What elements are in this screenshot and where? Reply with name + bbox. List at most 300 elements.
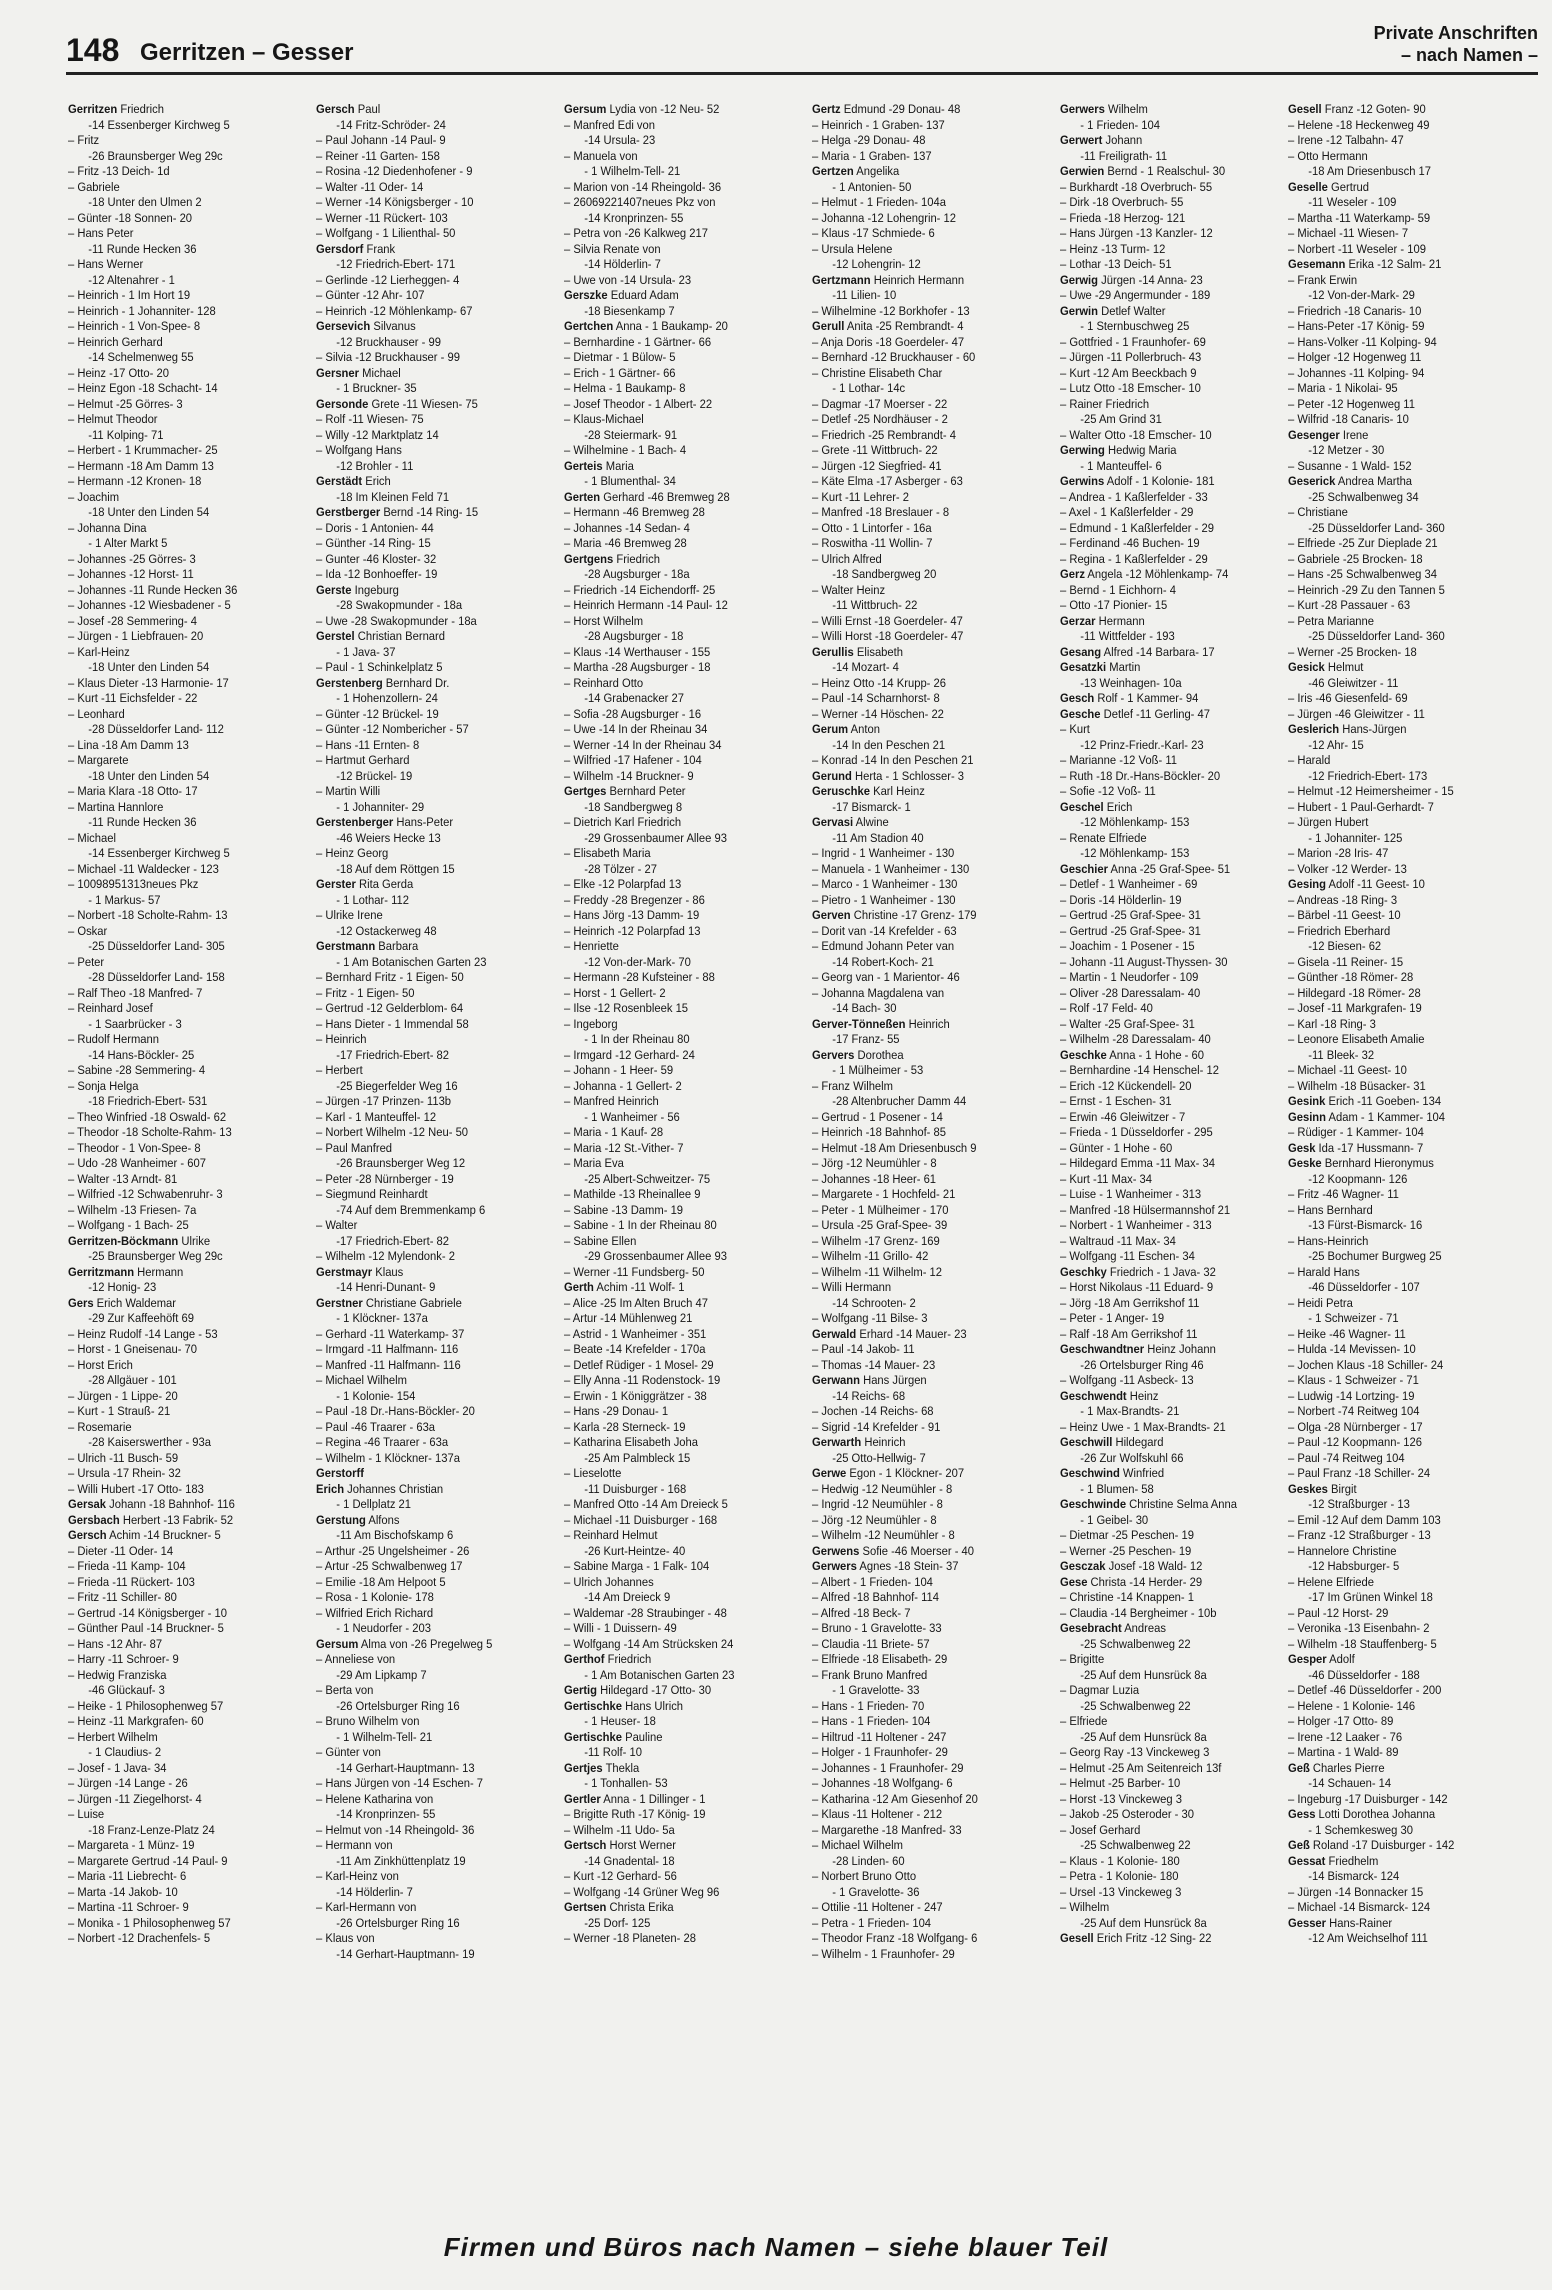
entry-surname-line: Gerstenberger Hans-Peter	[316, 815, 454, 829]
entry-address-line: - 1 Hohenzollern- 24	[336, 691, 438, 705]
entry-address-line: -12 Friedrich-Ebert- 173	[1308, 768, 1428, 783]
entry-line: – Fritz -46 Wagner- 11	[1288, 1187, 1399, 1201]
entry-line: – Wilhelm -12 Neumühler - 8	[812, 1528, 955, 1542]
entry-surname: Gerwing	[1060, 443, 1105, 457]
entry-surname: Erich	[316, 1481, 345, 1496]
entry-line: – Heinrich Gerhard	[68, 334, 163, 349]
entry-line: – Frieda - 1 Düsseldorfer - 295	[1060, 1125, 1213, 1139]
entry-line: – Ulrich -11 Busch- 59	[68, 1450, 179, 1465]
entry-address-line: -14 Grabenacker 27	[584, 691, 684, 705]
entry-line: – Lutz Otto -18 Emscher- 10	[1060, 381, 1201, 395]
entry-line: – Ursula -25 Graf-Spee- 39	[812, 1218, 948, 1232]
entry-address-line: - 1 Blumen- 58	[1080, 1481, 1154, 1496]
entry-line: – Willy -12 Marktplatz 14	[316, 427, 439, 442]
entry-surname: Gerteis	[564, 458, 603, 473]
entry-address-line: -11 Weseler - 109	[1308, 195, 1397, 209]
entry-address-line: -18 Unter den Linden 54	[88, 505, 210, 519]
entry-line: – Heinz Rudolf -14 Lange - 53	[68, 1326, 218, 1341]
entry-address-line: -28 Tölzer - 27	[584, 861, 657, 876]
entry-address-line: -18 Im Kleinen Feld 71	[336, 489, 450, 504]
entry-line: – Mathilde -13 Rheinallee 9	[564, 1187, 701, 1201]
entry-line: – Dirk -18 Overbruch- 55	[1060, 195, 1184, 209]
entry-surname: Gerullis	[812, 644, 854, 659]
entry-address-line: -11 Rolf- 10	[584, 1745, 642, 1759]
entry-line: – Ingrid - 1 Wanheimer - 130	[812, 846, 955, 860]
entry-line: – Holger -12 Hogenweg 11	[1288, 350, 1422, 364]
entry-surname-line: Gerwens Sofie -46 Moerser - 40	[812, 1543, 975, 1558]
entry-address-line: -11 Duisburger - 168	[584, 1481, 687, 1496]
entry-line: – Horst Erich	[68, 1357, 133, 1372]
entry-line: – Dietmar -25 Peschen- 19	[1060, 1528, 1195, 1542]
entry-line: – Helmut -18 Am Driesenbusch 9	[812, 1140, 977, 1155]
entry-address-line: - 1 Am Botanischen Garten 23	[336, 954, 487, 969]
entry-line: – Katharina -12 Am Giesenhof 20	[812, 1791, 978, 1806]
entry-line: – Günter -12 Brückel- 19	[316, 706, 439, 721]
entry-surname-line: Gertzen Angelika	[812, 164, 900, 178]
entry-surname-line: Gerwe Egon - 1 Klöckner- 207	[812, 1466, 965, 1480]
entry-surname: Gerstung	[316, 1512, 366, 1527]
entry-address-line: - 1 Frieden- 104	[1080, 117, 1161, 132]
entry-surname: Gertler	[564, 1791, 601, 1806]
entry-line: – Karl-Heinz	[68, 644, 130, 659]
entry-surname-line: Gerwert Johann	[1060, 133, 1143, 147]
entry-address-line: -17 Friedrich-Ebert- 82	[336, 1233, 450, 1248]
entry-address-line: -12 Biesen- 62	[1308, 939, 1382, 953]
entry-line: – Burkhardt -18 Overbruch- 55	[1060, 179, 1213, 194]
entry-address-line: -18 Auf dem Röttgen 15	[336, 861, 455, 876]
entry-surname-line: Gersch Achim -14 Bruckner- 5	[68, 1528, 221, 1542]
entry-surname: Gesche	[1060, 706, 1101, 721]
entry-line: – Petra - 1 Frieden- 104	[812, 1915, 932, 1930]
entry-surname-line: Gertchen Anna - 1 Baukamp- 20	[564, 319, 728, 333]
entry-line: – Hans -29 Donau- 1	[564, 1404, 669, 1418]
entry-line: – Josef Theodor - 1 Albert- 22	[564, 396, 713, 411]
entry-line: – Wilhelm -11 Udo- 5a	[564, 1822, 675, 1837]
entry-address-line: - 1 In der Rheinau 80	[584, 1032, 690, 1046]
entry-address-line: -12 Möhlenkamp- 153	[1080, 815, 1190, 829]
entry-surname-line: Gersum Lydia von -12 Neu- 52	[564, 102, 720, 116]
entry-line: – Ralf -18 Am Gerrikshof 11	[1060, 1326, 1198, 1341]
entry-address-line: -11 Lilien- 10	[832, 288, 897, 302]
entry-surname: Gerstädt	[316, 474, 363, 488]
entry-address-line: -26 Zur Wolfskuhl 66	[1080, 1450, 1184, 1465]
entry-line: – Hans Bernhard	[1288, 1202, 1373, 1217]
entry-line: – Kurt -11 Lehrer- 2	[812, 489, 910, 504]
entry-line: – Emilie -18 Am Helpoot 5	[316, 1574, 446, 1589]
entry-line: – Ingeborg	[564, 1016, 618, 1031]
entry-surname-line: Gersner Michael	[316, 365, 401, 380]
entry-line: – Wilhelmine - 1 Bach- 4	[564, 443, 687, 457]
entry-surname-line: Gertgens Friedrich	[564, 551, 660, 566]
entry-address-line: -28 Steiermark- 91	[584, 427, 678, 442]
entry-line: – Wilhelm -11 Grillo- 42	[812, 1249, 929, 1263]
entry-line: – Johannes -18 Heer- 61	[812, 1171, 937, 1186]
entry-line: – Doris - 1 Antonien- 44	[316, 520, 434, 535]
entry-line: – Paul - 1 Schinkelplatz 5	[316, 660, 443, 674]
entry-line: – Manfred Edi von	[564, 117, 656, 132]
entry-line: – Petra - 1 Kolonie- 180	[1060, 1869, 1179, 1883]
entry-surname: Gesinn	[1288, 1109, 1327, 1124]
entry-address-line: -18 Sandbergweg 20	[832, 567, 937, 581]
entry-line: – Helmut Theodor	[68, 412, 158, 426]
entry-surname-line: Gess Lotti Dorothea Johanna	[1288, 1807, 1436, 1821]
entry-line: – Maria - 1 Kauf- 28	[564, 1125, 664, 1139]
entry-surname-line: Gerz Angela -12 Möhlenkamp- 74	[1060, 567, 1229, 581]
entry-line: – Peter -28 Nürnberger - 19	[316, 1171, 454, 1186]
entry-surname: Gersch	[316, 102, 355, 116]
entry-line: – Henriette	[564, 939, 619, 953]
entry-line: – Alice -25 Im Alten Bruch 47	[564, 1295, 708, 1310]
entry-line: – Fritz - 1 Eigen- 50	[316, 985, 415, 1000]
entry-address-line: -14 Mozart- 4	[832, 660, 899, 674]
entry-line: – Horst - 1 Gneisenau- 70	[68, 1342, 198, 1356]
entry-line: – Karla -28 Sterneck- 19	[564, 1419, 686, 1434]
entry-address-line: - 1 Antonien- 50	[832, 179, 912, 194]
entry-line: – Hans - 1 Frieden- 70	[812, 1698, 925, 1713]
entry-line: – Heinrich -29 Zu den Tannen 5	[1288, 582, 1445, 597]
entry-line: – Petra von -26 Kalkweg 217	[564, 226, 708, 240]
entry-line: – Ernst - 1 Eschen- 31	[1060, 1094, 1172, 1108]
entry-address-line: -13 Weinhagen- 10a	[1080, 675, 1182, 690]
entry-line: – Alfred -18 Bahnhof- 114	[812, 1590, 939, 1604]
entry-surname-line: Gersonde Grete -11 Wiesen- 75	[316, 396, 478, 411]
entry-surname: Gese	[1060, 1574, 1088, 1589]
entry-line: – Hermann -46 Bremweg 28	[564, 505, 705, 519]
entry-line: – Reinhard Helmut	[564, 1528, 658, 1542]
entry-surname: Gerund	[812, 768, 852, 783]
entry-surname-line: Gersch Paul	[316, 102, 381, 116]
entry-line: – Kurt -12 Gerhard- 56	[564, 1869, 677, 1883]
entry-line: – Hulda -14 Mevissen- 10	[1288, 1342, 1416, 1356]
entry-line: – Josef -11 Markgrafen- 19	[1288, 1001, 1422, 1015]
entry-line: – Franz Wilhelm	[812, 1078, 894, 1093]
directory-column-5	[1060, 102, 1298, 2198]
entry-line: – Maria - 1 Graben- 137	[812, 148, 932, 163]
entry-surname-line: Gesemann Erika -12 Salm- 21	[1288, 257, 1442, 271]
entry-line: – Bernhard -12 Bruckhauser - 60	[812, 350, 976, 364]
entry-line: – Artur -25 Schwalbenweg 17	[316, 1559, 463, 1573]
entry-line: – Paul -14 Scharnhorst- 8	[812, 691, 940, 705]
entry-line: – Rainer Friedrich	[1060, 396, 1150, 411]
entry-address-line: - 1 Johanniter- 125	[1308, 830, 1403, 845]
entry-line: – Maria -46 Bremweg 28	[564, 536, 687, 550]
entry-surname-line: Gesang Alfred -14 Barbara- 17	[1060, 644, 1215, 659]
entry-surname: Gersner	[316, 365, 360, 380]
entry-surname: Gesick	[1288, 660, 1325, 674]
entry-surname-line: Gesper Adolf	[1288, 1652, 1355, 1666]
entry-line: – Jürgen -12 Siegfried- 41	[812, 458, 942, 473]
entry-address-line: - 1 Blumenthal- 34	[584, 474, 676, 488]
entry-surname-line: Gesche Detlef -11 Gerling- 47	[1060, 706, 1211, 721]
entry-address-line: -14 Hölderlin- 7	[584, 257, 661, 271]
entry-line: – Heinrich - 1 Von-Spee- 8	[68, 319, 201, 333]
entry-line: – Veronika -13 Eisenbahn- 2	[1288, 1621, 1430, 1635]
entry-surname-line: Gertzmann Heinrich Hermann	[812, 272, 965, 287]
entry-address-line: -28 Allgäuer - 101	[88, 1373, 177, 1387]
header-divider	[66, 72, 1538, 75]
entry-surname: Gerstmayr	[316, 1264, 373, 1279]
entry-line: – Udo -28 Wanheimer - 607	[68, 1156, 206, 1170]
entry-surname: Gersevich	[316, 319, 371, 333]
entry-line: – Hans -11 Ernten- 8	[316, 737, 420, 752]
entry-line: – Bernhardine - 1 Gärtner- 66	[564, 334, 712, 349]
entry-address-line: -26 Braunsberger Weg 29c	[88, 148, 223, 163]
entry-address-line: - 1 Johanniter- 29	[336, 799, 425, 814]
entry-line: – Norbert -11 Weseler - 109	[1288, 241, 1426, 256]
entry-line: – Fritz -13 Deich- 1d	[68, 164, 170, 178]
entry-line: – Heinrich Hermann -14 Paul- 12	[564, 598, 728, 612]
entry-surname: Geschier	[1060, 861, 1108, 876]
entry-line: – Siegmund Reinhardt	[316, 1187, 428, 1201]
entry-line: – Martin Willi	[316, 784, 381, 798]
entry-line: – Maria - 1 Nikolai- 95	[1288, 381, 1398, 395]
entry-line: – Wolfgang -14 Am Strücksken 24	[564, 1636, 734, 1651]
entry-line: – Wolfgang - 1 Lilienthal- 50	[316, 226, 456, 240]
entry-line: – Maria -12 St.-Vither- 7	[564, 1140, 684, 1155]
entry-address-line: -25 Otto-Hellwig- 7	[832, 1450, 926, 1465]
section-title-line-2: – nach Namen –	[1400, 45, 1538, 65]
entry-surname-line: Gerritzen-Böckmann Ulrike	[68, 1233, 211, 1248]
entry-line: – Gertrud -14 Königsberger - 10	[68, 1605, 227, 1620]
entry-surname-line: Gerwarth Heinrich	[812, 1435, 906, 1449]
entry-line: – Manfred -11 Halfmann- 116	[316, 1357, 461, 1372]
entry-line: – Edmund Johann Peter van	[812, 939, 955, 953]
entry-line: – Ursel -13 Vinckeweg 3	[1060, 1884, 1182, 1899]
entry-surname: Gerull	[812, 319, 845, 333]
entry-line: – Paul -14 Jakob- 11	[812, 1342, 915, 1356]
entry-line: – Günter -12 Ahr- 107	[316, 288, 425, 302]
entry-line: – Joachim	[68, 489, 120, 504]
entry-line: – Werner -14 Höschen- 22	[812, 706, 944, 721]
entry-line: – Martha -28 Augsburger - 18	[564, 660, 711, 674]
entry-line: – Theodor Franz -18 Wolfgang- 6	[812, 1931, 978, 1945]
entry-line: – Jürgen -17 Prinzen- 113b	[316, 1094, 452, 1108]
entry-address-line: -29 Am Lipkamp 7	[336, 1667, 427, 1682]
entry-line: – Gerlinde -12 Lierheggen- 4	[316, 272, 460, 287]
entry-line: – Sabine Marga - 1 Falk- 104	[564, 1559, 710, 1573]
entry-line: – Heike -46 Wagner- 11	[1288, 1326, 1406, 1341]
entry-line: – Josef -28 Semmering- 4	[68, 613, 198, 628]
entry-line: – Klaus -14 Werthauser - 155	[564, 644, 711, 659]
entry-address-line: - 1 Heuser- 18	[584, 1714, 656, 1728]
entry-surname: Gertischke	[564, 1698, 622, 1713]
entry-line: – Johannes -12 Wiesbadener - 5	[68, 598, 231, 612]
entry-address-line: -28 Kaiserswerther - 93a	[88, 1435, 212, 1449]
entry-surname: Geselle	[1288, 179, 1328, 194]
entry-address-line: - 1 Max-Brandts- 21	[1080, 1404, 1180, 1418]
directory-column-1	[68, 102, 306, 2198]
entry-surname: Gerwald	[812, 1326, 857, 1341]
entry-surname-line: Gessat Friedhelm	[1288, 1853, 1379, 1868]
entry-line: – Erich -12 Kückendell- 20	[1060, 1078, 1192, 1093]
entry-surname: Gerszke	[564, 288, 608, 302]
entry-address-line: -29 Grossenbaumer Allee 93	[584, 830, 727, 845]
entry-surname-line: Gesick Helmut	[1288, 660, 1364, 674]
entry-line: – Hans Jörg -13 Damm- 19	[564, 908, 700, 922]
entry-line: – Herbert	[316, 1063, 363, 1077]
entry-address-line: -18 Unter den Linden 54	[88, 768, 210, 783]
entry-line: – Wilhelm - 1 Klöckner- 137a	[316, 1450, 460, 1465]
entry-line: – Grete -11 Wittbruch- 22	[812, 443, 938, 457]
entry-line: – Günther Paul -14 Bruckner- 5	[68, 1621, 224, 1635]
entry-surname: Gess	[1288, 1807, 1316, 1821]
directory-column-4	[812, 102, 1050, 2198]
entry-line: – Ruth -18 Dr.-Hans-Böckler- 20	[1060, 768, 1221, 783]
entry-address-line: -14 Gnadental- 18	[584, 1853, 675, 1868]
entry-surname: Gesatzki	[1060, 660, 1107, 674]
entry-line: – Michael -11 Wiesen- 7	[1288, 226, 1409, 240]
entry-surname: Gervers	[812, 1047, 855, 1062]
entry-surname-line: Gersdorf Frank	[316, 241, 396, 256]
entry-line: – Hedwig Franziska	[68, 1667, 167, 1682]
entry-line: – Hans-Volker -11 Kolping- 94	[1288, 334, 1437, 349]
entry-line: – Klaus - 1 Schweizer - 71	[1288, 1373, 1419, 1387]
entry-address-line: -11 Runde Hecken 36	[88, 241, 197, 256]
entry-address-line: -25 Auf dem Hunsrück 8a	[1080, 1729, 1207, 1744]
entry-surname: Gesczak	[1060, 1559, 1106, 1573]
entry-address-line: - 1 Kolonie- 154	[336, 1388, 416, 1403]
entry-line: – Frieda -18 Herzog- 121	[1060, 210, 1186, 225]
entry-line: – Ilse -12 Rosenbleek 15	[564, 1001, 689, 1015]
entry-line: – Maria Eva	[564, 1156, 624, 1170]
entry-line: – Sabine -13 Damm- 19	[564, 1202, 684, 1217]
entry-line: – Paul Franz -18 Schiller- 24	[1288, 1466, 1431, 1480]
entry-line: – Friedrich -14 Eichendorff- 25	[564, 582, 716, 597]
entry-surname-line: Gese Christa -14 Herder- 29	[1060, 1574, 1203, 1589]
entry-line: – Paul Manfred	[316, 1140, 393, 1155]
entry-line: – Margarete	[68, 753, 129, 767]
entry-surname: Geschke	[1060, 1047, 1107, 1062]
entry-line: – Norbert -12 Drachenfels- 5	[68, 1931, 211, 1945]
entry-line: – Manuela - 1 Wanheimer - 130	[812, 861, 970, 876]
entry-line: – Luise	[68, 1807, 105, 1821]
entry-line: – Maria -11 Liebrecht- 6	[68, 1869, 187, 1883]
entry-address-line: -28 Augsburger - 18	[584, 629, 684, 643]
entry-address-line: -11 Bleek- 32	[1308, 1047, 1375, 1062]
entry-line: – Wilhelm	[1060, 1900, 1110, 1914]
entry-line: – Martha -11 Waterkamp- 59	[1288, 210, 1431, 225]
entry-surname: Gerwarth	[812, 1435, 862, 1449]
entry-surname-line: Gerstel Christian Bernard	[316, 629, 446, 643]
entry-line: – Irmgard -12 Gerhard- 24	[564, 1047, 695, 1062]
entry-address-line: -18 Sandbergweg 8	[584, 799, 683, 814]
entry-surname-line: Gersak Johann -18 Bahnhof- 116	[68, 1497, 235, 1511]
entry-surname: Gerthof	[564, 1652, 605, 1666]
entry-line: – Dagmar Luzia	[1060, 1683, 1140, 1697]
entry-line: – Johannes -25 Görres- 3	[68, 551, 196, 566]
entry-surname: Gessat	[1288, 1853, 1326, 1868]
entry-surname-line: Gerritzmann Hermann	[68, 1264, 184, 1279]
directory-column-2	[316, 102, 554, 2198]
entry-surname-line: Gerstmann Barbara	[316, 939, 419, 953]
entry-surname-line: Geschky Friedrich - 1 Java- 32	[1060, 1264, 1216, 1279]
entry-surname-line: Gerull Anita -25 Rembrandt- 4	[812, 319, 964, 333]
entry-address-line: -14 Reichs- 68	[832, 1388, 906, 1403]
entry-address-line: -25 Am Palmbleck 15	[584, 1450, 691, 1465]
entry-line: – Sofia -28 Augsburger - 16	[564, 706, 702, 721]
entry-line: – Jochen Klaus -18 Schiller- 24	[1288, 1357, 1444, 1372]
entry-line: – Silvia Renate von	[564, 241, 661, 256]
entry-address-line: - 1 Klöckner- 137a	[336, 1311, 428, 1325]
entry-line: – 26069221407neues Pkz von	[564, 195, 716, 209]
entry-line: – Herbert Wilhelm	[68, 1729, 158, 1744]
entry-line: – Christiane	[1288, 505, 1348, 519]
entry-line: – Wilhelm -11 Wilhelm- 12	[812, 1264, 943, 1279]
entry-line: – Johannes - 1 Fraunhofer- 29	[812, 1760, 964, 1775]
entry-line: – Walter	[316, 1218, 358, 1232]
entry-line: – Helene Katharina von	[316, 1791, 434, 1806]
entry-surname-line: Gerwers Agnes -18 Stein- 37	[812, 1559, 959, 1573]
entry-line: – Waldemar -28 Straubinger - 48	[564, 1605, 727, 1620]
entry-line: – Dieter -11 Oder- 14	[68, 1543, 174, 1558]
entry-surname-line: Gertsen Christa Erika	[564, 1900, 674, 1914]
entry-line: – Wilfried Erich Richard	[316, 1605, 434, 1620]
entry-line: – Dietrich Karl Friedrich	[564, 815, 682, 829]
entry-surname-line: Gertler Anna - 1 Dillinger - 1	[564, 1791, 706, 1806]
entry-address-line: - 1 Markus- 57	[88, 892, 161, 907]
entry-surname-line: Gerven Christine -17 Grenz- 179	[812, 908, 977, 922]
entry-line: – Ulrich Alfred	[812, 551, 882, 566]
entry-line: – Georg Ray -13 Vinckeweg 3	[1060, 1745, 1210, 1759]
entry-line: – Helga -29 Donau- 48	[812, 133, 926, 147]
entry-surname-line: Geschwind Winfried	[1060, 1466, 1165, 1480]
entry-line: – Norbert - 1 Wanheimer - 313	[1060, 1218, 1212, 1232]
entry-line: – Horst - 1 Gellert- 2	[564, 985, 666, 1000]
entry-line: – Werner -25 Brocken- 18	[1288, 644, 1417, 659]
entry-surname: Gers	[68, 1295, 94, 1310]
entry-surname-line: Geselle Gertrud	[1288, 179, 1370, 194]
entry-line: – Johannes -11 Kolping- 94	[1288, 365, 1425, 380]
entry-line: – Lothar -13 Deich- 51	[1060, 257, 1172, 271]
entry-line: – Heinz Otto -14 Krupp- 26	[812, 675, 947, 690]
entry-line: – Jürgen - 1 Lippe- 20	[68, 1388, 178, 1403]
entry-address-line: -14 Bach- 30	[832, 1001, 897, 1015]
entry-surname-line: Gerwien Bernd - 1 Realschul- 30	[1060, 164, 1226, 178]
entry-address-line: - 1 Wilhelm-Tell- 21	[584, 164, 681, 178]
entry-line: – Jürgen - 1 Liebfrauen- 20	[68, 629, 204, 643]
entry-line: – Willi Horst -18 Goerdeler- 47	[812, 629, 964, 643]
entry-line: – Dietmar - 1 Bülow- 5	[564, 350, 676, 364]
entry-address-line: -12 Ostackerweg 48	[336, 923, 437, 938]
entry-address-line: -25 Düsseldorfer Land- 305	[88, 939, 225, 953]
entry-surname-line: Gerwin Detlef Walter	[1060, 303, 1166, 318]
entry-surname-line: Geschke Anna - 1 Hohe - 60	[1060, 1047, 1205, 1062]
footer-banner: Firmen und Büros nach Namen – siehe blauer Teil	[443, 2232, 1109, 2262]
entry-surname-line: Gesebracht Andreas	[1060, 1621, 1166, 1635]
entry-address-line: -17 Friedrich-Ebert- 82	[336, 1047, 450, 1062]
entry-surname: Gerven	[812, 908, 851, 922]
entry-line: – Willi Hubert -17 Otto- 183	[68, 1481, 204, 1496]
entry-line: – Helmut -25 Am Seitenreich 13f	[1060, 1760, 1222, 1775]
entry-surname-line: Gesell Erich Fritz -12 Sing- 22	[1060, 1931, 1212, 1945]
entry-line: – Paul -12 Horst- 29	[1288, 1605, 1389, 1620]
entry-line: – Rolf -17 Feld- 40	[1060, 1001, 1153, 1015]
entry-line: – Hans Werner	[68, 257, 144, 271]
entry-address-line: -12 Brückel- 19	[336, 768, 413, 783]
entry-line: – Günther -14 Ring- 15	[316, 536, 431, 550]
entry-line: – Jörg -18 Am Gerrikshof 11	[1060, 1295, 1200, 1310]
entry-line: – Kurt -11 Max- 34	[1060, 1171, 1153, 1186]
entry-line: – Hans Peter	[68, 226, 134, 240]
entry-address-line: -17 Bismarck- 1	[832, 799, 911, 814]
entry-surname-line: Geß Charles Pierre	[1288, 1760, 1385, 1775]
entry-line: – Peter -12 Hogenweg 11	[1288, 396, 1415, 411]
entry-surname: Gervasi	[812, 815, 854, 829]
entry-line: – Hans Dieter - 1 Immendal 58	[316, 1016, 469, 1031]
entry-line: – Ulrich Johannes	[564, 1574, 654, 1589]
entry-line: – Sofie -12 Voß- 11	[1060, 784, 1156, 798]
entry-line: – Kurt -11 Eichsfelder - 22	[68, 691, 198, 705]
